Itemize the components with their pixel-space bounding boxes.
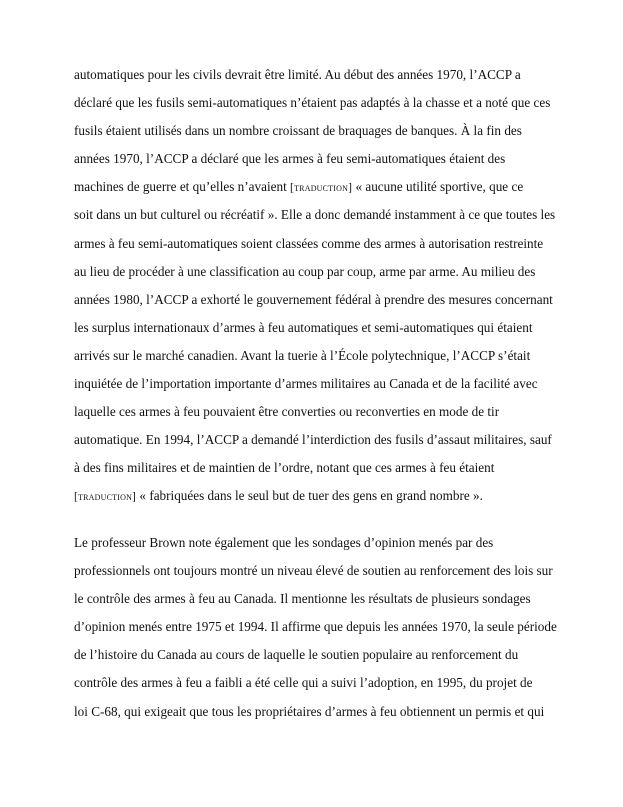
text-segment: années 1980, l’ACCP a exhorté le gouvernement fédéral à prendre des mesures concernant bbox=[74, 291, 553, 307]
paragraph-accp-history bbox=[74, 61, 554, 511]
text-segment: inquiétée de l’importation importante d’armes militaires au Canada et de la facilité avec bbox=[74, 376, 538, 392]
text-segment: au lieu de procéder à une classification au coup par coup, arme par arme. Au milieu des bbox=[74, 263, 536, 279]
text-segment: d’opinion menés entre 1975 et 1994. Il affirme que depuis les années 1970, la seule période bbox=[74, 619, 557, 635]
text-segment: « aucune utilité sportive, que ce bbox=[352, 179, 524, 195]
translation-tag: [traduction] bbox=[290, 181, 353, 195]
text-line bbox=[74, 529, 554, 557]
text-line bbox=[74, 145, 554, 173]
text-segment: automatiques pour les civils devrait être limité. Au début des années 1970, l’ACCP a bbox=[74, 67, 521, 82]
text-segment: automatique. En 1994, l’ACCP a demandé l’interdiction des fusils d’assaut militaires, sauf bbox=[74, 432, 552, 448]
text-line bbox=[74, 698, 554, 726]
text-segment: professionnels ont toujours montré un niveau élevé de soutien au renforcement des lois sur bbox=[74, 563, 553, 579]
text-line bbox=[74, 370, 554, 398]
translation-tag: [traduction] bbox=[74, 490, 137, 504]
text-line bbox=[74, 173, 554, 201]
text-segment: « fabriquées dans le seul but de tuer des gens en grand nombre ». bbox=[136, 488, 483, 504]
text-segment: de l’histoire du Canada au cours de laquelle le soutien populaire au renforcement du bbox=[74, 647, 519, 663]
text-line bbox=[74, 89, 554, 117]
text-line bbox=[74, 426, 554, 454]
text-segment: armes à feu semi-automatiques soient classées comme des armes à autorisation restreinte bbox=[74, 235, 544, 251]
text-segment: le contrôle des armes à feu au Canada. Il mentionne les résultats de plusieurs sondages bbox=[74, 591, 531, 607]
text-line bbox=[74, 398, 554, 426]
text-line bbox=[74, 613, 557, 641]
text-line bbox=[74, 230, 554, 258]
text-segment: années 1970, l’ACCP a déclaré que les armes à feu semi-automatiques étaient des bbox=[74, 151, 506, 167]
text-segment: les surplus internationaux d’armes à feu automatiques et semi-automatiques qui étaient bbox=[74, 319, 533, 335]
text-segment: déclaré que les fusils semi-automatiques n’étaient pas adaptés à la chasse et a noté que ces bbox=[74, 95, 551, 111]
text-line bbox=[74, 286, 554, 314]
text-segment: arrivés sur le marché canadien. Avant la tuerie à l’École polytechnique, l’ACCP s’était bbox=[74, 347, 531, 363]
text-segment: soit dans un but culturel ou récréatif ». Elle a donc demandé instamment à ce que toutes les bbox=[74, 207, 556, 223]
text-line bbox=[74, 342, 554, 370]
text-line bbox=[74, 585, 554, 613]
text-segment: à des fins militaires et de maintien de l’ordre, notant que ces armes à feu étaient bbox=[74, 460, 495, 476]
text-line bbox=[74, 201, 554, 229]
text-segment: machines de guerre et qu’elles n’avaient bbox=[74, 179, 291, 195]
text-line bbox=[74, 117, 554, 145]
text-line bbox=[74, 641, 554, 669]
text-line bbox=[74, 669, 554, 697]
text-line bbox=[74, 454, 554, 482]
text-line bbox=[74, 482, 554, 510]
text-line bbox=[74, 258, 554, 286]
text-segment: contrôle des armes à feu a faibli a été celle qui a suivi l’adoption, en 1995, du projet de bbox=[74, 675, 533, 691]
paragraph-brown-polls bbox=[74, 529, 557, 726]
text-line bbox=[74, 61, 554, 89]
text-segment: loi C-68, qui exigeait que tous les propriétaires d’armes à feu obtiennent un permis et qui bbox=[74, 703, 545, 719]
text-line bbox=[74, 557, 554, 585]
text-segment: fusils étaient utilisés dans un nombre croissant de braquages de banques. À la fin des bbox=[74, 123, 522, 139]
text-segment: laquelle ces armes à feu pouvaient être converties ou reconverties en mode de tir bbox=[74, 404, 500, 420]
text-line bbox=[74, 314, 554, 342]
text-segment: Le professeur Brown note également que les sondages d’opinion menés par des bbox=[74, 535, 494, 550]
